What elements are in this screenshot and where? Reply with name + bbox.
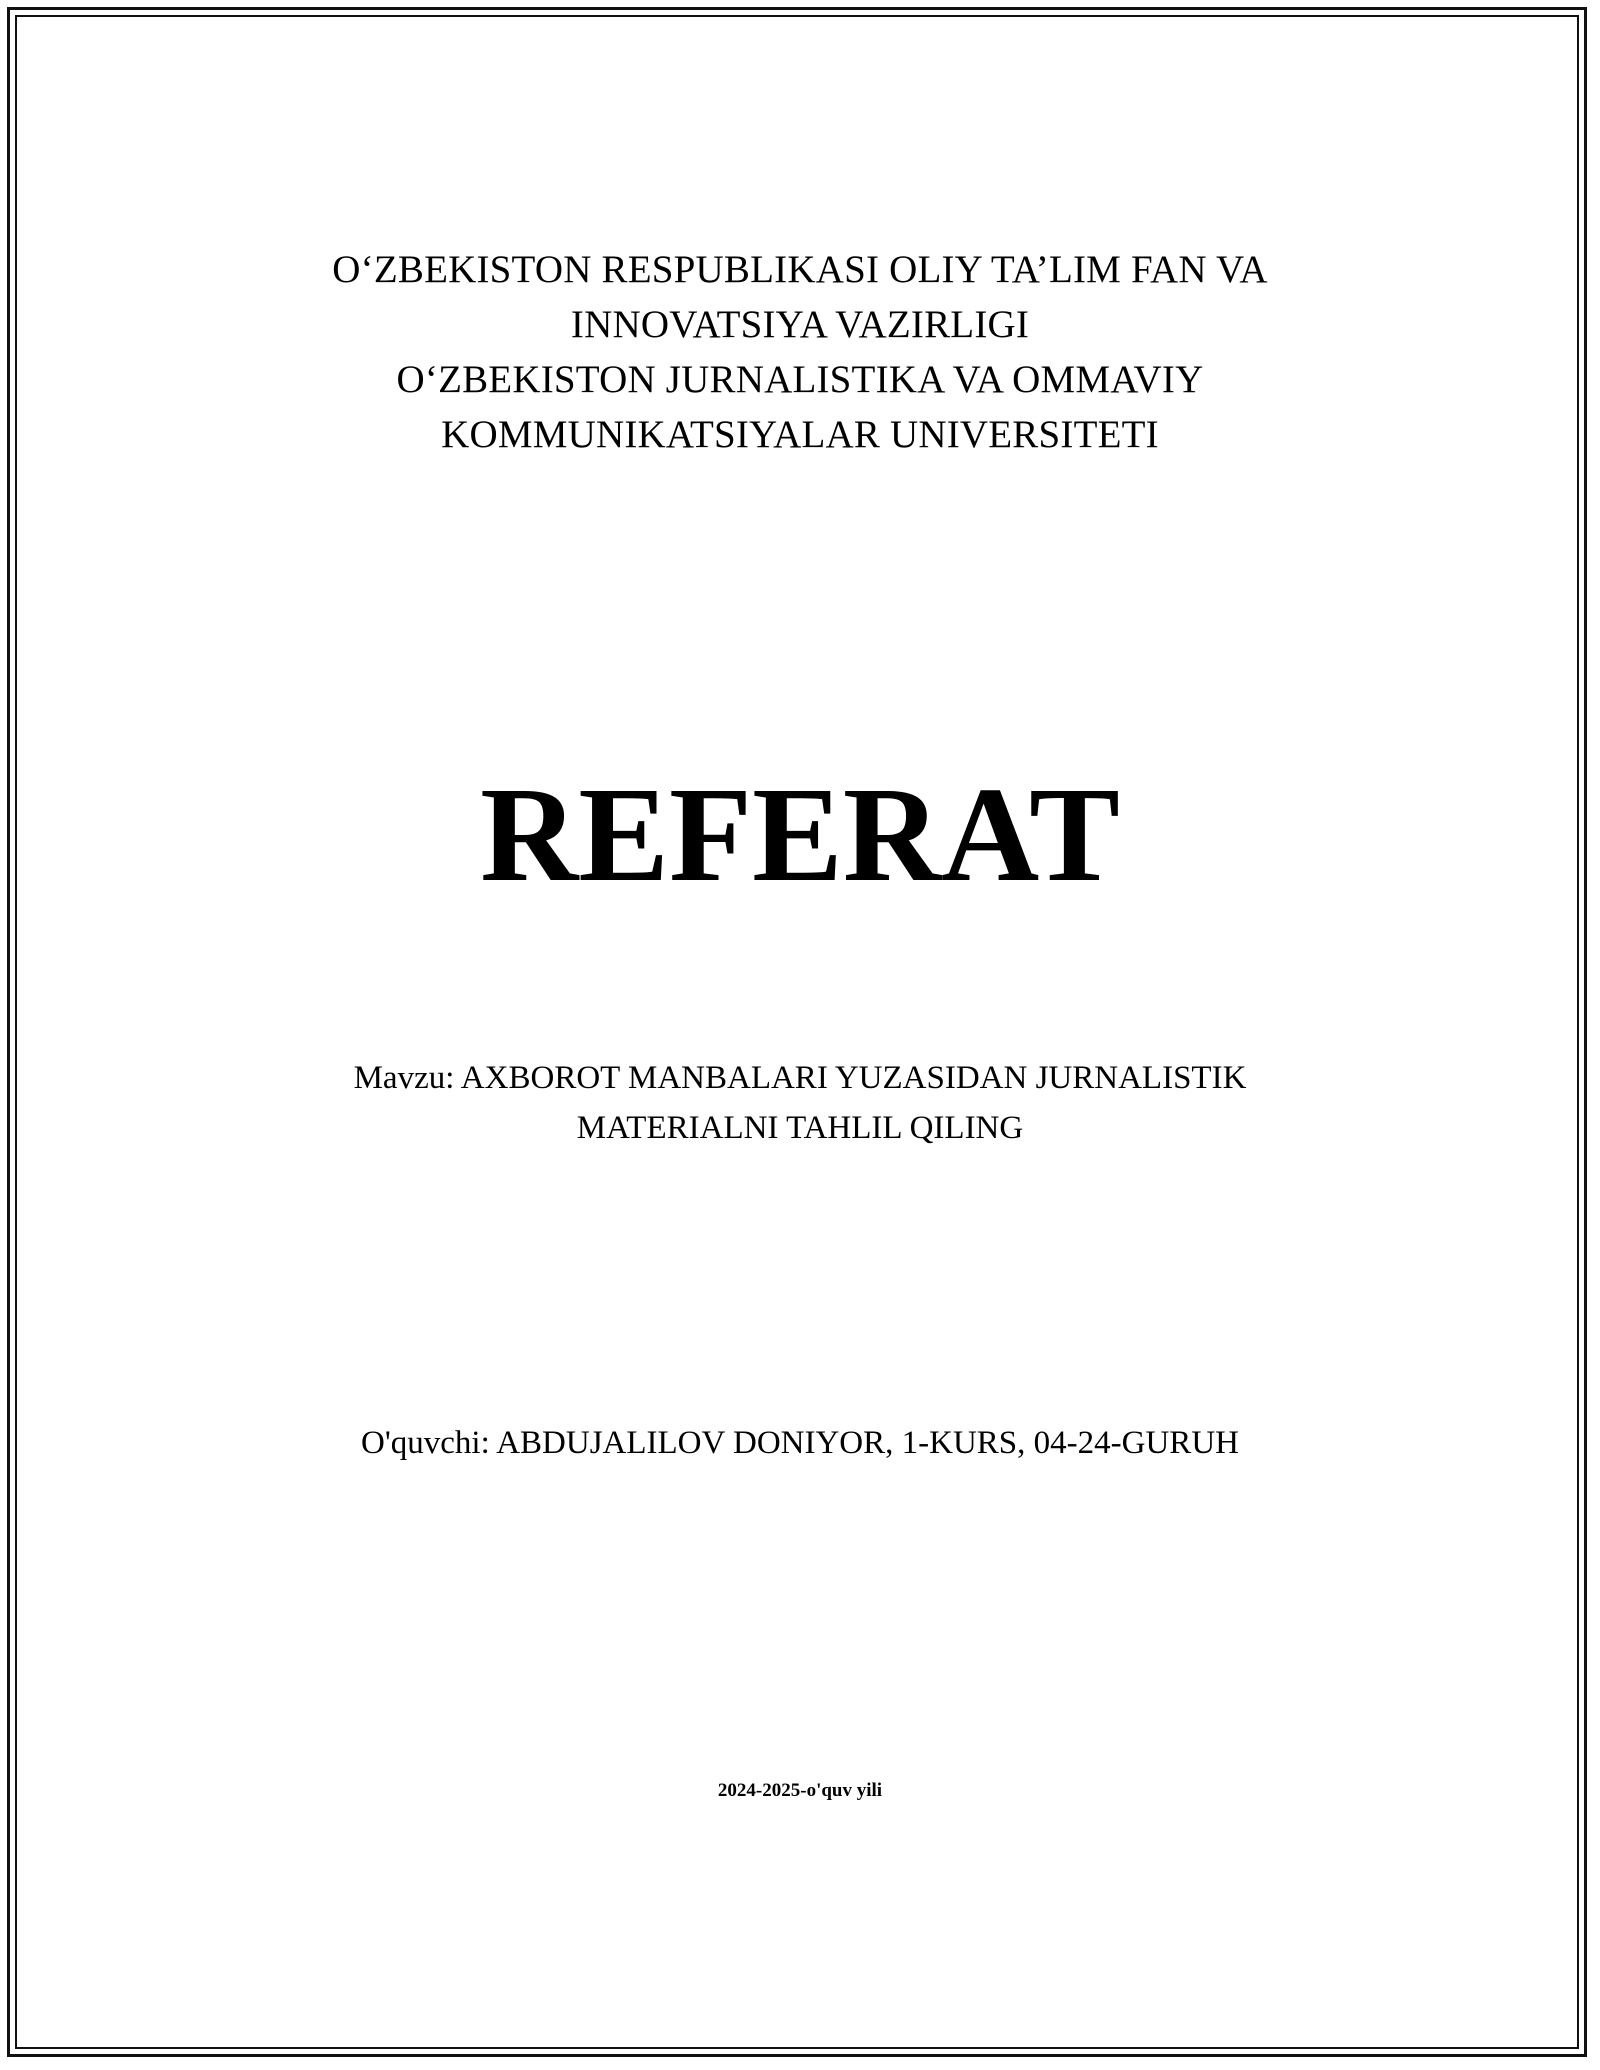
header-line: KOMMUNIKATSIYALAR UNIVERSITETI [441,413,1159,456]
header-line: O‘ZBEKISTON JURNALISTIKA VA OMMAVIY [396,358,1204,401]
topic-block [200,1053,1400,1153]
institution-header [200,242,1400,462]
document-title: REFERAT [480,760,1120,910]
academic-year: 2024-2025-o'quv yili [717,1780,883,1801]
header-line: INNOVATSIYA VAZIRLIGI [570,303,1030,346]
topic-line: MATERIALNI TAHLIL QILING [576,1110,1024,1146]
student-info: O'quvchi: ABDUJALILOV DONIYOR, 1-KURS, 04-24-GURUH [361,1425,1239,1461]
header-line: O‘ZBEKISTON RESPUBLIKASI OLIY TA’LIM FAN VA [332,248,1268,291]
topic-line: Mavzu: AXBOROT MANBALARI YUZASIDAN JURNALISTIK [353,1060,1247,1096]
